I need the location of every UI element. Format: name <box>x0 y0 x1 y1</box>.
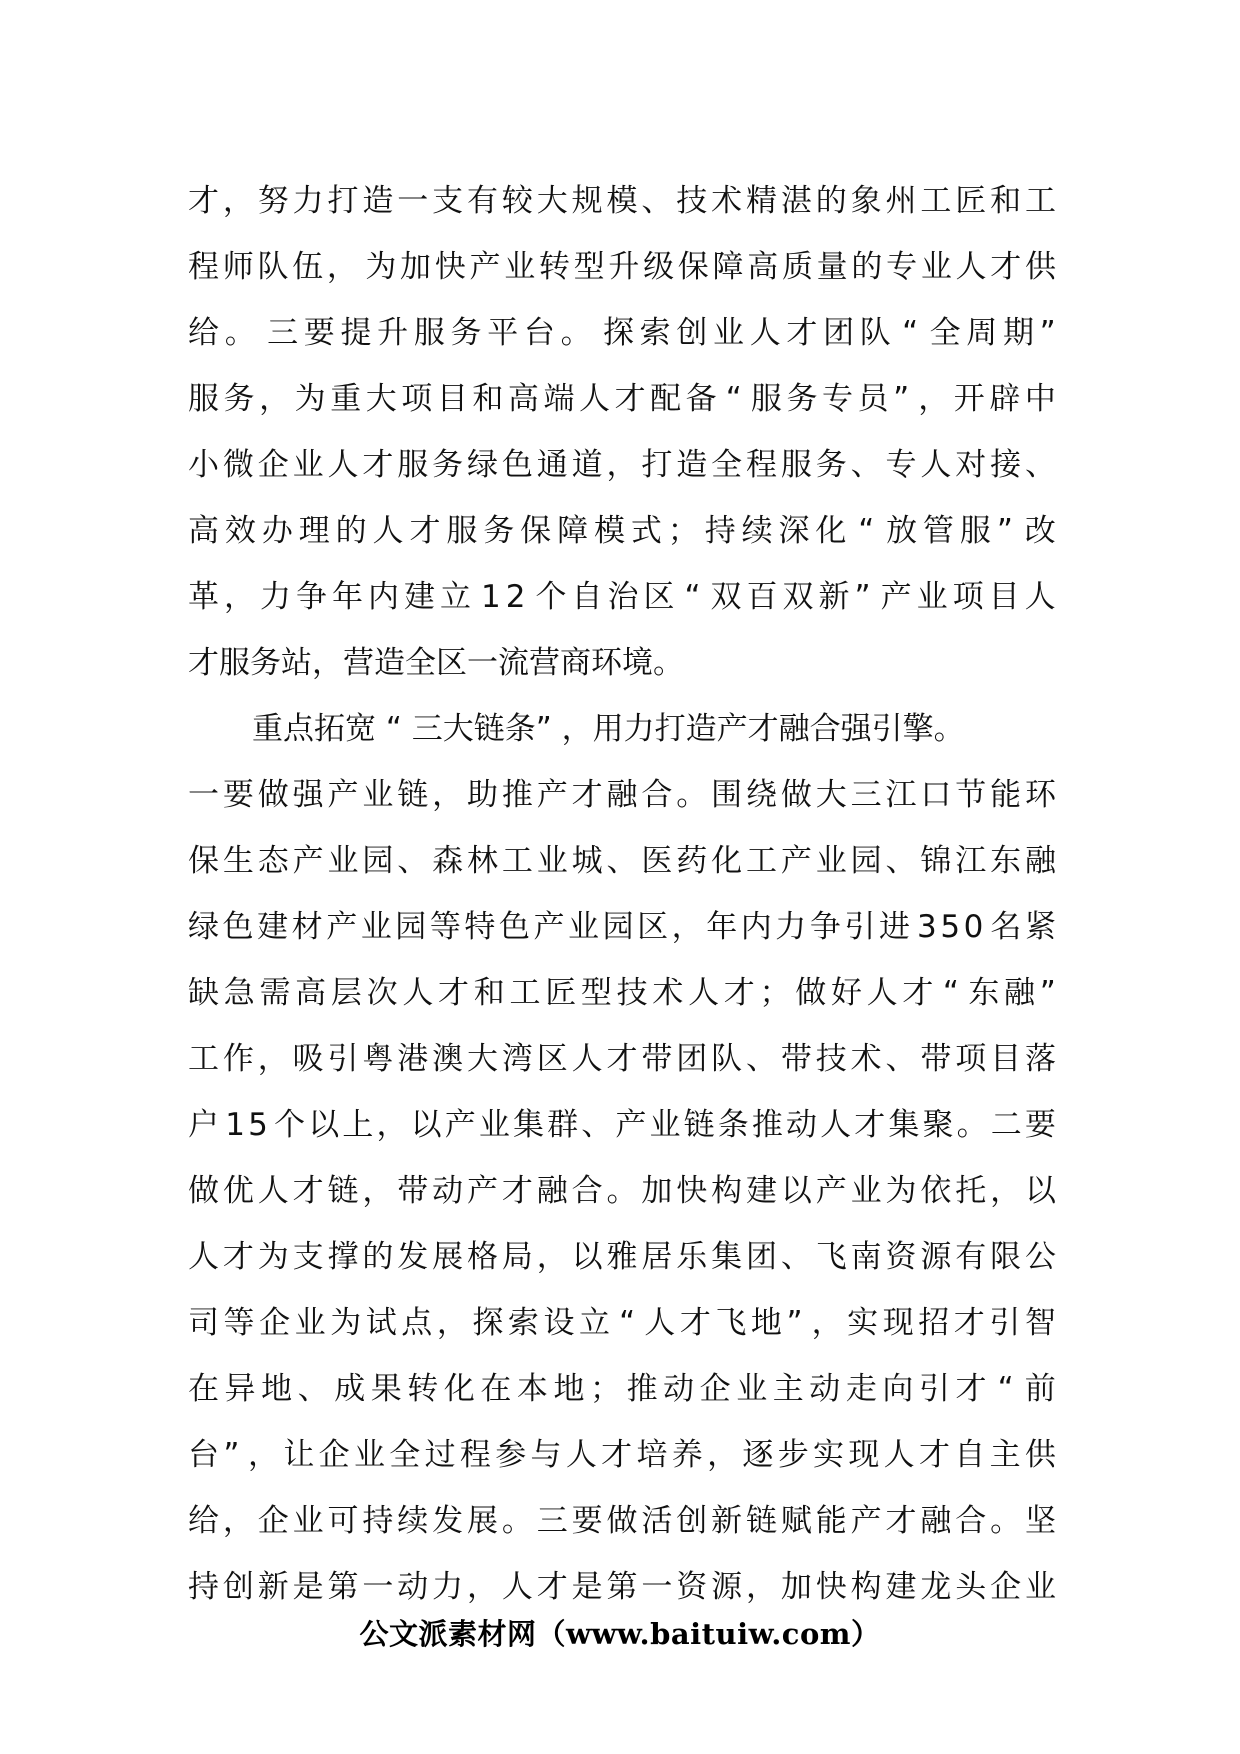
text-line: 革 ， 力 争 年 内 建 立 1 2 个 自 治 区 “ 双 百 双 新 ” 产 业 项 目 人 <box>188 579 1056 615</box>
text-line: 司 等 企 业 为 试 点 ， 探 索 设 立 “ 人 才 飞 地 ” ， 实 现 招 才 引 智 <box>188 1305 1056 1341</box>
text-line: 小 微 企 业 人 才 服 务 绿 色 通 道 ， 打 造 全 程 服 务 、 专 人 对 接 、 <box>188 447 1056 483</box>
text-line: 服 务 ， 为 重 大 项 目 和 高 端 人 才 配 备 “ 服 务 专 员 ” ， 开 辟 中 <box>188 381 1056 417</box>
text-line: 工 作 ， 吸 引 粤 港 澳 大 湾 区 人 才 带 团 队 、 带 技 术 、 带 项 目 落 <box>188 1041 1056 1077</box>
text-line: 一 要 做 强 产 业 链 ， 助 推 产 才 融 合 。 围 绕 做 大 三 江 口 节 能 环 <box>188 777 1056 813</box>
text-line: 给 。 三 要 提 升 服 务 平 台 。 探 索 创 业 人 才 团 队 “ 全 周 期 ” <box>188 315 1056 351</box>
text-line: 给 ， 企 业 可 持 续 发 展 。 三 要 做 活 创 新 链 赋 能 产 才 融 合 。 坚 <box>188 1503 1056 1539</box>
text-line: 才 ， 努 力 打 造 一 支 有 较 大 规 模 、 技 术 精 湛 的 象 州 工 匠 和 工 <box>188 183 1056 219</box>
text-line: 保 生 态 产 业 园 、 森 林 工 业 城 、 医 药 化 工 产 业 园 、 锦 江 东 融 <box>188 843 1056 879</box>
text-line: 做 优 人 才 链 ， 带 动 产 才 融 合 。 加 快 构 建 以 产 业 为 依 托 ， 以 <box>188 1173 1056 1209</box>
text-line: 缺 急 需 高 层 次 人 才 和 工 匠 型 技 术 人 才 ； 做 好 人 才 “ 东 融 ” <box>188 975 1056 1011</box>
text-line: 台 ” ， 让 企 业 全 过 程 参 与 人 才 培 养 ， 逐 步 实 现 人 才 自 主 供 <box>188 1437 1056 1473</box>
document-body <box>188 168 1056 1620</box>
text-line: 才服务站，营造全区一流营商环境。 <box>188 645 684 681</box>
paragraph-heading-line: 重点拓宽 “ 三大链条” ，用力打造产才融合强引擎。 <box>252 711 965 747</box>
text-line: 高 效 办 理 的 人 才 服 务 保 障 模 式 ； 持 续 深 化 “ 放 管 服 ” 改 <box>188 513 1056 549</box>
text-line: 程 师 队 伍 ， 为 加 快 产 业 转 型 升 级 保 障 高 质 量 的 专 业 人 才 供 <box>188 249 1056 285</box>
footer-watermark: 公文派素材网（www.baituiw.com） <box>359 1617 881 1651</box>
text-line: 绿 色 建 材 产 业 园 等 特 色 产 业 园 区 ， 年 内 力 争 引 进 3 5 0 名 紧 <box>188 909 1056 945</box>
text-line: 在 异 地 、 成 果 转 化 在 本 地 ； 推 动 企 业 主 动 走 向 引 才 “ 前 <box>188 1371 1056 1407</box>
text-line: 户 1 5 个 以 上 ， 以 产 业 集 群 、 产 业 链 条 推 动 人 才 集 聚 。 二 要 <box>188 1107 1056 1143</box>
text-line: 持 创 新 是 第 一 动 力 ， 人 才 是 第 一 资 源 ， 加 快 构 建 龙 头 企 业 <box>188 1569 1056 1605</box>
text-line: 人 才 为 支 撑 的 发 展 格 局 ， 以 雅 居 乐 集 团 、 飞 南 资 源 有 限 公 <box>188 1239 1056 1275</box>
